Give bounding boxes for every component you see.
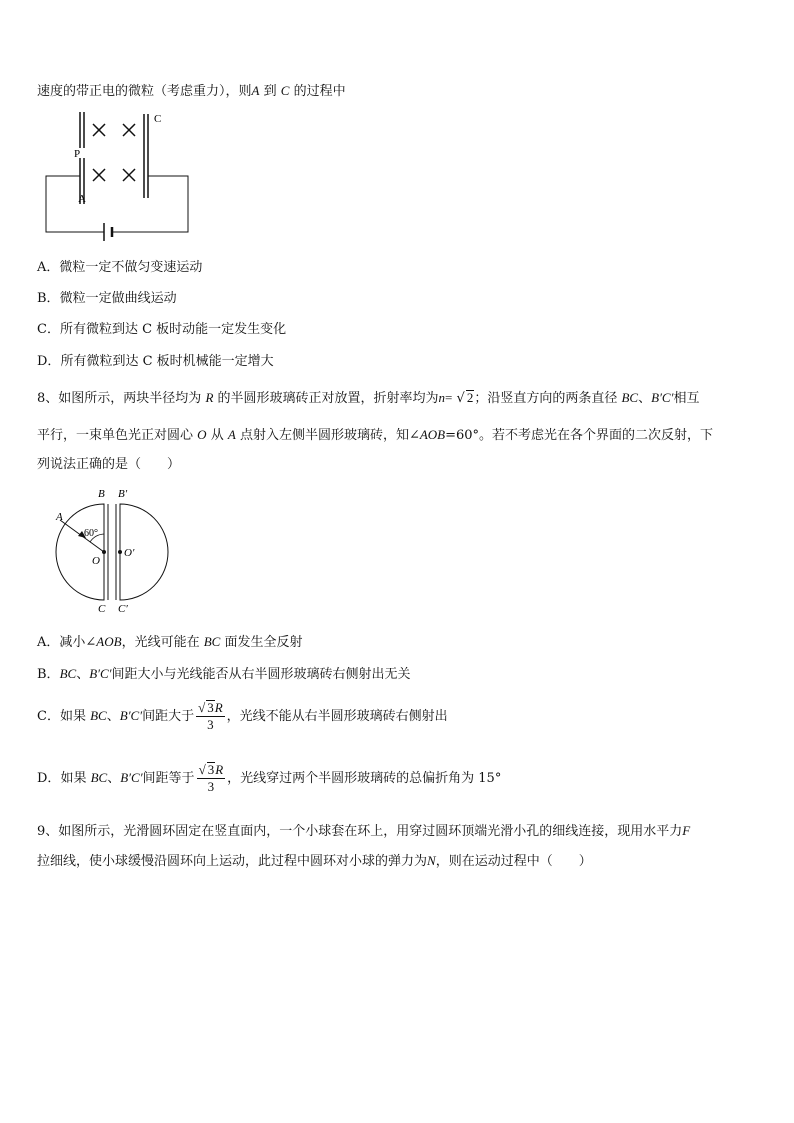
q9-line-1 (37, 822, 690, 841)
q8-number: 8、 (37, 391, 59, 406)
option-text: ，光线穿过两个半圆形玻璃砖的总偏折角为 15° (227, 771, 502, 786)
option-var: BC (59, 666, 77, 681)
q8-option-a (37, 633, 303, 652)
frac-root: 3 (207, 762, 215, 777)
q8-text: =60°。若不考虑光在各个界面的二次反射，下 (445, 428, 714, 443)
q9-var-f: F (682, 823, 691, 838)
option-var: B′C′ (89, 666, 112, 681)
plate-c-label: C (154, 113, 162, 125)
option-var: B′C′ (119, 708, 143, 723)
option-key: B． (37, 291, 60, 306)
option-text: 间距大小与光线能否从右半圆形玻璃砖右侧射出无关 (111, 667, 411, 682)
option-text: 微粒一定做曲线运动 (59, 291, 177, 306)
q8-option-b (37, 665, 411, 684)
frac-den: 3 (207, 717, 214, 732)
q8-var-o: O (197, 427, 207, 442)
option-text: 减小∠ (59, 635, 97, 650)
option-key: C． (37, 322, 60, 337)
q8-var-bc: BC (621, 390, 639, 405)
q8-var-n: n (438, 390, 446, 405)
q8-var-r: R (205, 390, 214, 405)
point-p-label: P (74, 148, 81, 160)
option-text: 所有微粒到达 C 板时动能一定发生变化 (59, 322, 287, 337)
frac-den: 3 (207, 779, 215, 794)
q8-glass-figure (40, 486, 180, 614)
point-a-label: A (78, 193, 86, 205)
option-text: 间距等于 (142, 771, 195, 786)
q8-text: 从 (210, 428, 224, 443)
q8-text: 列说法正确的是（ ） (37, 457, 181, 472)
q8-option-c (37, 700, 448, 733)
q7-point-a: A (251, 83, 260, 98)
option-key: D． (37, 354, 61, 369)
option-var: AOB (96, 634, 122, 649)
sqrt-arg: 2 (466, 390, 474, 405)
q8-line-1 (37, 389, 699, 408)
label-b-prime: B′ (118, 488, 128, 500)
fraction: $\frac{√ 3R}{3}$ (198, 762, 224, 794)
option-key: A． (37, 260, 60, 275)
label-c: C (98, 603, 106, 615)
q9-text: 拉细线，使小球缓慢沿圆环向上运动，此过程中圆环对小球的弹力为 (37, 854, 428, 869)
label-a: A (56, 511, 63, 523)
label-b: B (98, 488, 105, 500)
q9-number: 9、 (37, 824, 59, 839)
q8-var-a: A (227, 427, 236, 442)
label-o-prime: O′ (124, 547, 135, 559)
option-text: 如果 (59, 709, 86, 724)
q8-text: ；沿竖直方向的两条直径 (474, 391, 618, 406)
option-key: A． (37, 635, 60, 650)
q8-sep: 、 (638, 391, 652, 406)
option-var: BC (90, 770, 108, 785)
q9-text: ，则在运动过程中（ ） (435, 854, 592, 869)
option-key: B． (37, 667, 60, 682)
q7-intro-text: 速度的带正电的微粒（考虑重力），则 (37, 84, 252, 99)
q9-text: 如图所示，光滑圆环固定在竖直面内，一个小球套在环上，用穿过圆环顶端光滑小孔的细线连接，现用水平力 (58, 824, 683, 839)
q7-option-b (37, 290, 177, 308)
option-key: D． (37, 771, 61, 786)
q8-text: 的半圆形玻璃砖正对放置，折射率均为 (217, 391, 439, 406)
frac-r: R (214, 700, 223, 715)
label-c-prime: C′ (118, 603, 128, 615)
q7-option-c (37, 321, 286, 339)
q7-option-a (37, 259, 202, 277)
option-key: C． (37, 709, 60, 724)
option-text: 所有微粒到达 C 板时机械能一定增大 (60, 354, 274, 369)
option-sep: 、 (76, 667, 90, 682)
q8-var-aob: AOB (419, 427, 446, 442)
q7-circuit-figure (40, 108, 200, 248)
q8-text: 平行，一束单色光正对圆心 (37, 428, 194, 443)
q8-equals: = (445, 390, 453, 405)
q8-option-d (37, 762, 501, 795)
label-o: O (92, 555, 100, 567)
q8-text: 点射入左侧半圆形玻璃砖，知∠ (239, 428, 420, 443)
sqrt-sign: √ (456, 391, 465, 406)
option-text: ，光线不能从右半圆形玻璃砖右侧射出 (226, 709, 448, 724)
q7-option-d (37, 353, 274, 371)
option-text: 间距大于 (142, 709, 195, 724)
q8-var-bpcp: B′C′ (651, 390, 674, 405)
option-sep: 、 (107, 771, 121, 786)
option-text: 微粒一定不做匀变速运动 (59, 260, 203, 275)
option-text: ，光线可能在 (121, 635, 200, 650)
q7-point-c: C (280, 83, 290, 98)
option-sep: 、 (106, 709, 120, 724)
q8-text: 如图所示，两块半径均为 (58, 391, 202, 406)
frac-root: 3 (207, 700, 214, 715)
frac-r: R (215, 762, 224, 777)
q7-to-text: 到 (263, 84, 277, 99)
q7-intro-line (37, 82, 346, 101)
q8-line-2 (37, 426, 713, 445)
q8-text: 相互 (673, 391, 700, 406)
q9-line-2 (37, 852, 592, 871)
q9-var-n: N (427, 853, 436, 868)
fraction: $\frac{√ 3R}{3}$ (198, 700, 223, 732)
option-var: BC (90, 708, 107, 723)
option-var: B′C′ (120, 770, 143, 785)
option-text: 面发生全反射 (224, 635, 303, 650)
option-var: BC (203, 634, 221, 649)
q7-tail-text: 的过程中 (293, 84, 346, 99)
angle-label: 60° (84, 528, 98, 539)
q8-line-3 (37, 456, 180, 474)
option-text: 如果 (60, 771, 87, 786)
